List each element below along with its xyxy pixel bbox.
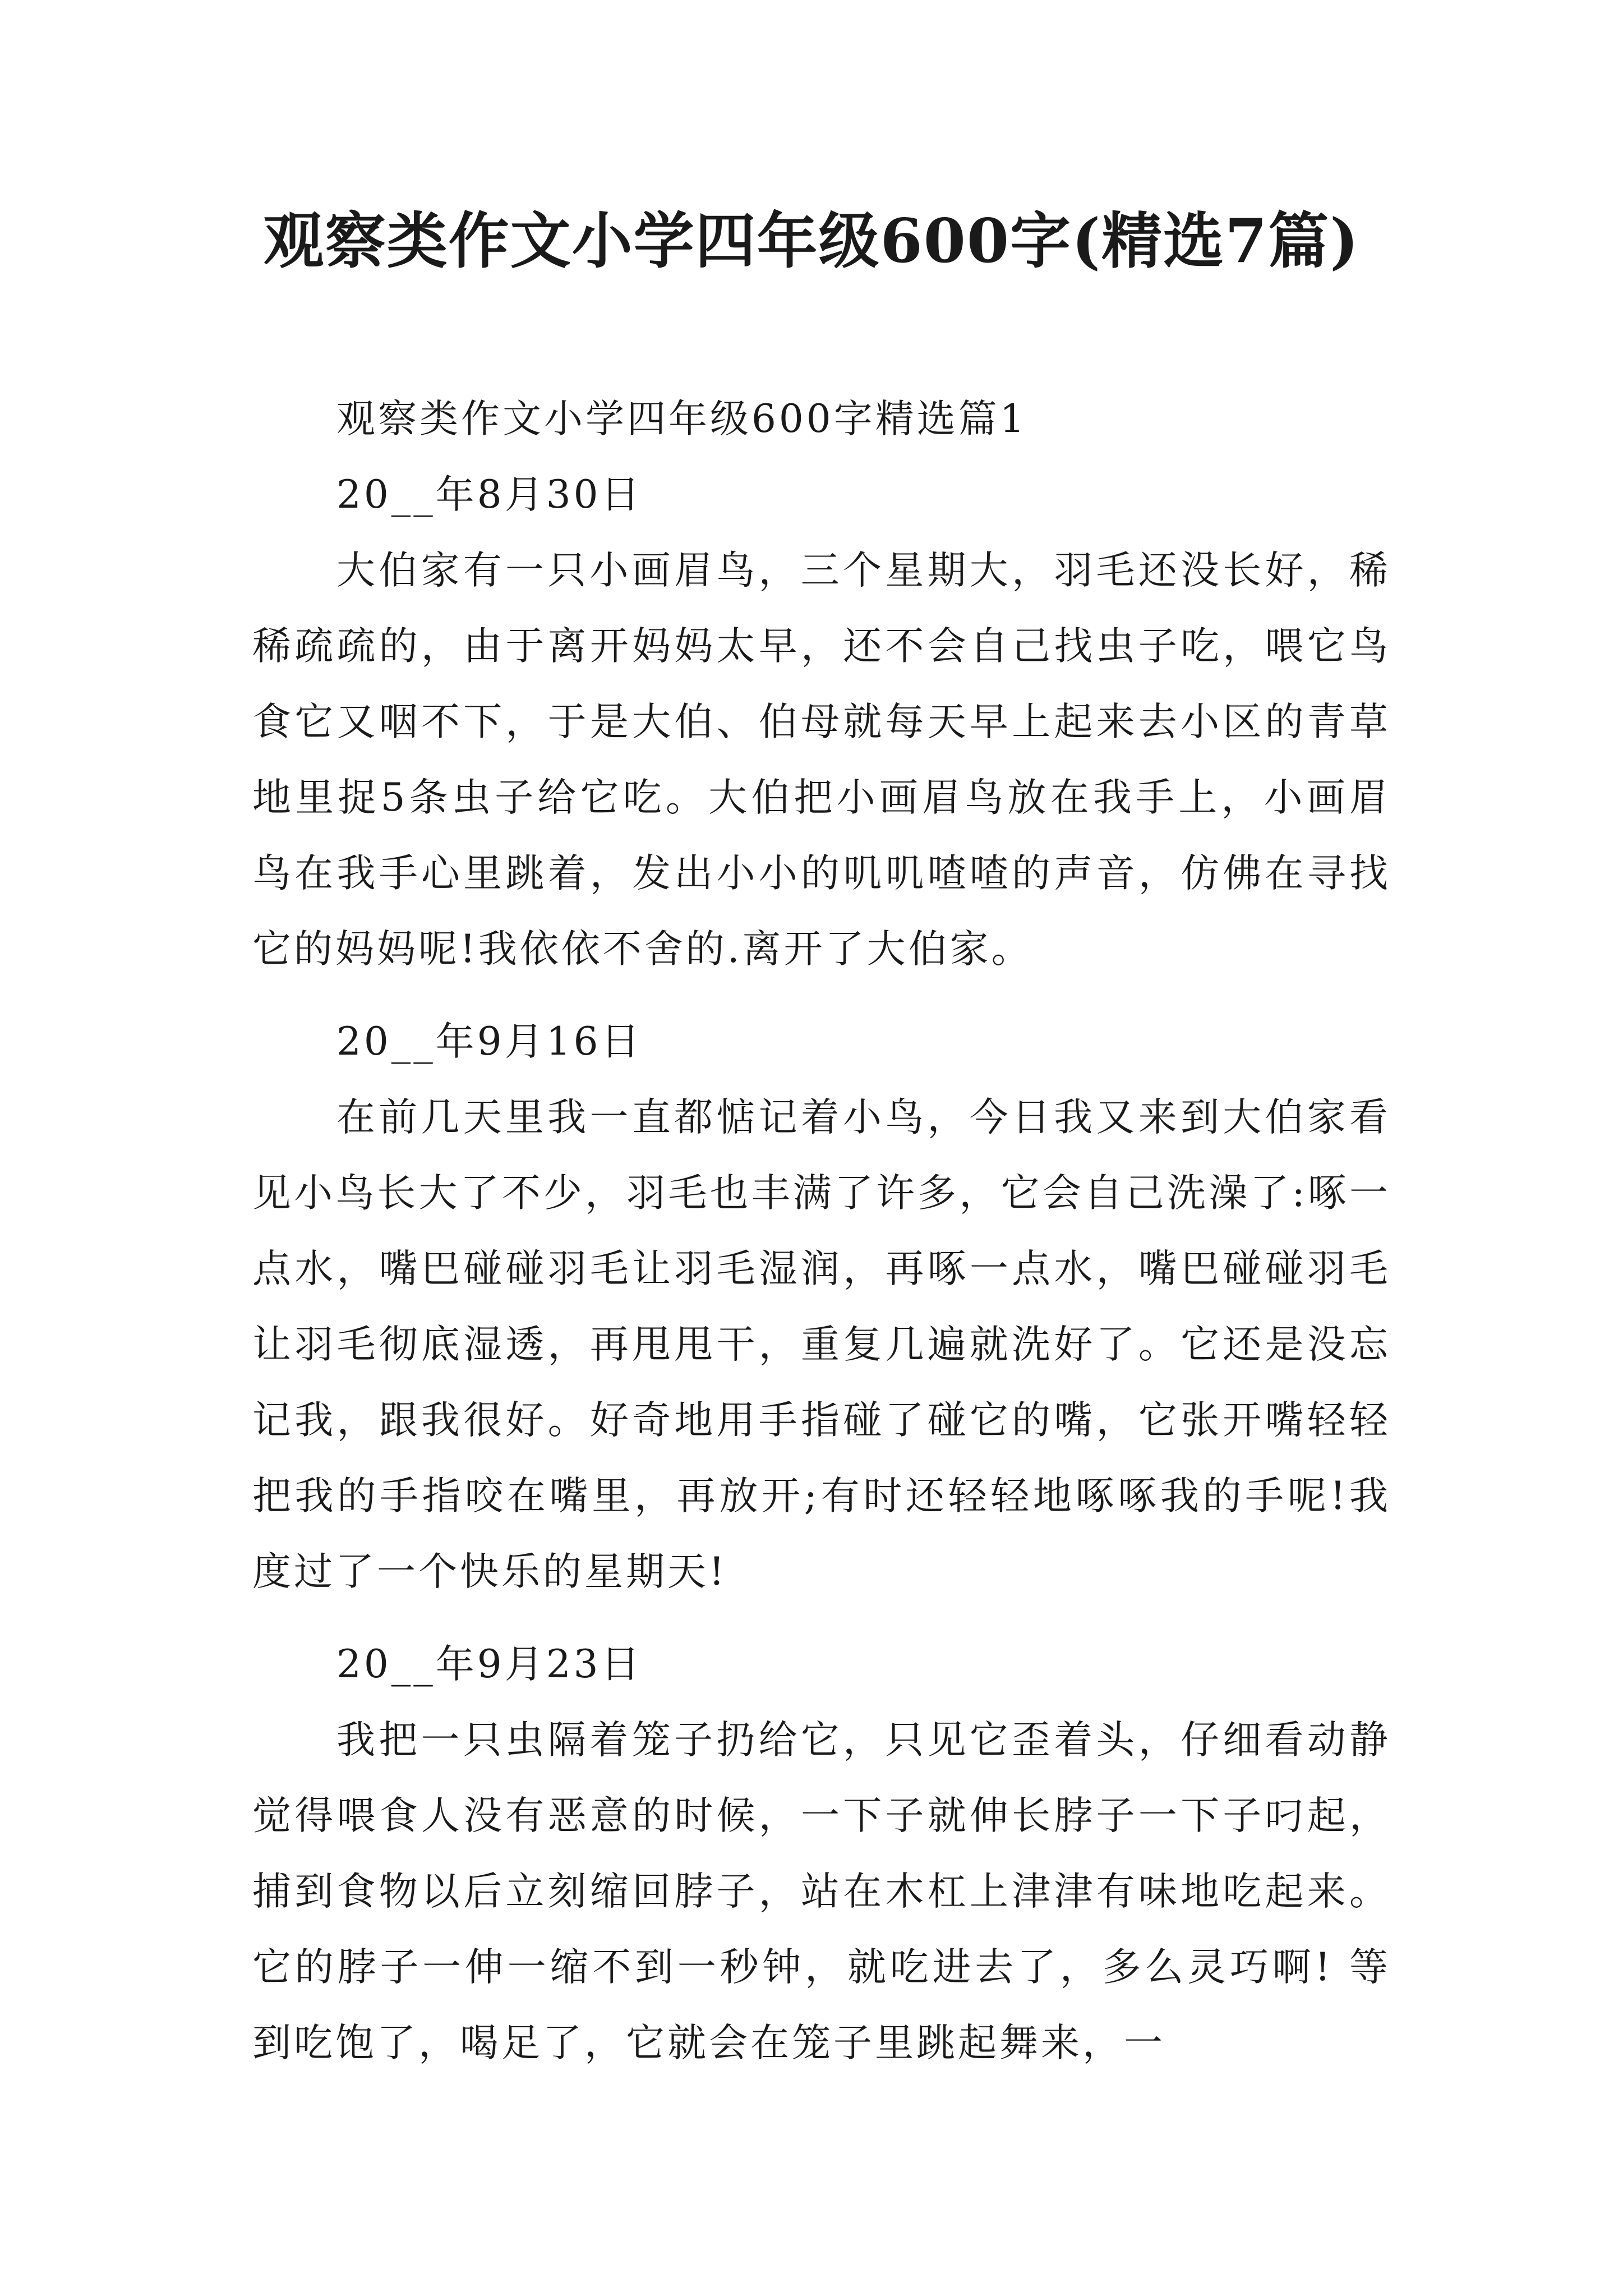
body-paragraph: 在前几天里我一直都惦记着小鸟，今日我又来到大伯家看见小鸟长大了不少，羽毛也丰满了许多，它会自己洗澡了:啄一点水，嘴巴碰碰羽毛让羽毛湿润，再啄一点水，嘴巴碰碰羽毛让羽毛彻底湿透，再甩甩干，重复几遍就洗好了。它还是没忘记我，跟我很好。好奇地用手指碰了碰它的嘴，它张开嘴轻轻把我的手指咬在嘴里，再放开;有时还轻轻地啄啄我的手呢!我度过了一个快乐的星期天!	[252, 1095, 1391, 1594]
diary-date: 20__年9月23日	[336, 1642, 643, 1687]
document-body	[252, 381, 1391, 2098]
section-heading: 观察类作文小学四年级600字精选篇1	[336, 397, 1027, 441]
diary-date: 20__年9月16日	[336, 1019, 643, 1064]
body-paragraph: 大伯家有一只小画眉鸟，三个星期大，羽毛还没长好，稀稀疏疏的，由于离开妈妈太早，还不会自己找虫子吃，喂它鸟食它又咽不下，于是大伯、伯母就每天早上起来去小区的青草地里捉5条虫子给它吃。大伯把小画眉鸟放在我手上，小画眉鸟在我手心里跳着，发出小小的叽叽喳喳的声音，仿佛在寻找它的妈妈呢!我依依不舍的.离开了大伯家。	[252, 548, 1391, 972]
diary-date: 20__年8月30日	[336, 472, 643, 517]
document-title: 观察类作文小学四年级600字(精选7篇)	[263, 206, 1360, 277]
body-paragraph: 我把一只虫隔着笼子扔给它，只见它歪着头，仔细看动静觉得喂食人没有恶意的时候，一下子就伸长脖子一下子叼起，捕到食物以后立刻缩回脖子，站在木杠上津津有味地吃起来。它的脖子一伸一缩不到一秒钟，就吃进去了，多么灵巧啊! 等到吃饱了，喝足了，它就会在笼子里跳起舞来，一	[252, 1718, 1391, 2065]
